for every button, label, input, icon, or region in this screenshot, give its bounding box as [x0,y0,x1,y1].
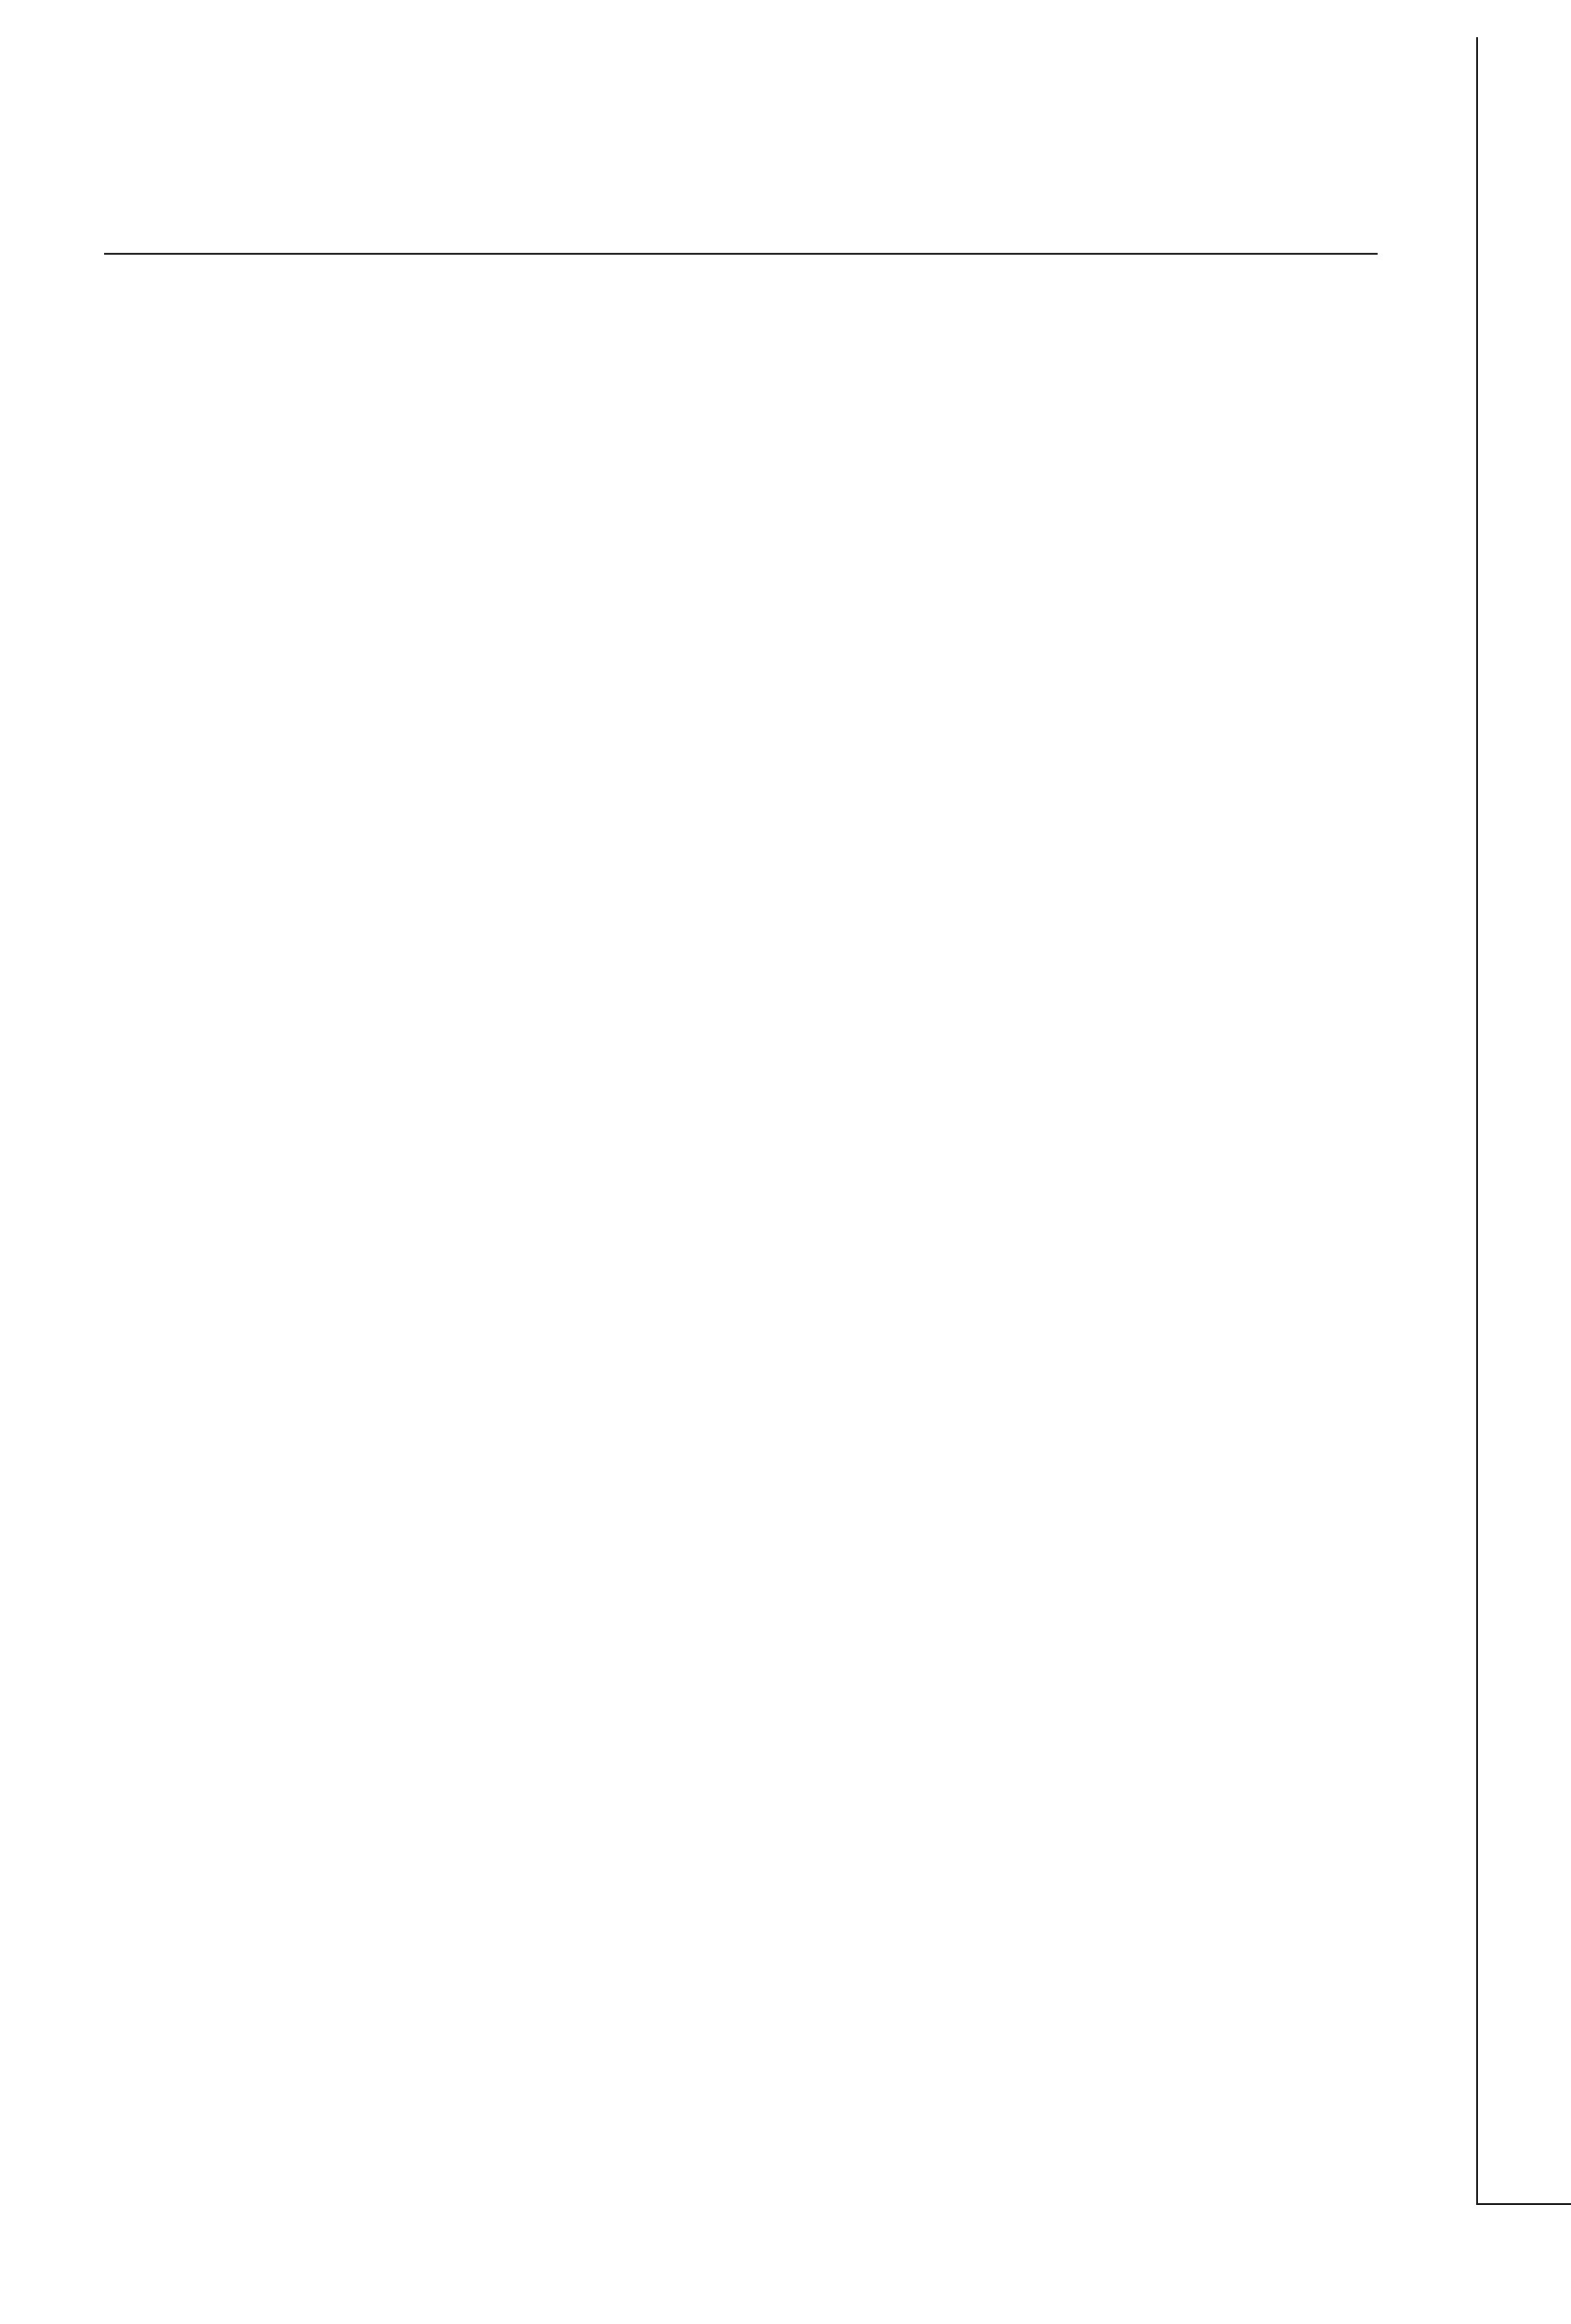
table-top [104,253,1378,255]
margin-divider [1476,37,1478,2203]
margin-bottom-rule [1476,2203,1571,2205]
